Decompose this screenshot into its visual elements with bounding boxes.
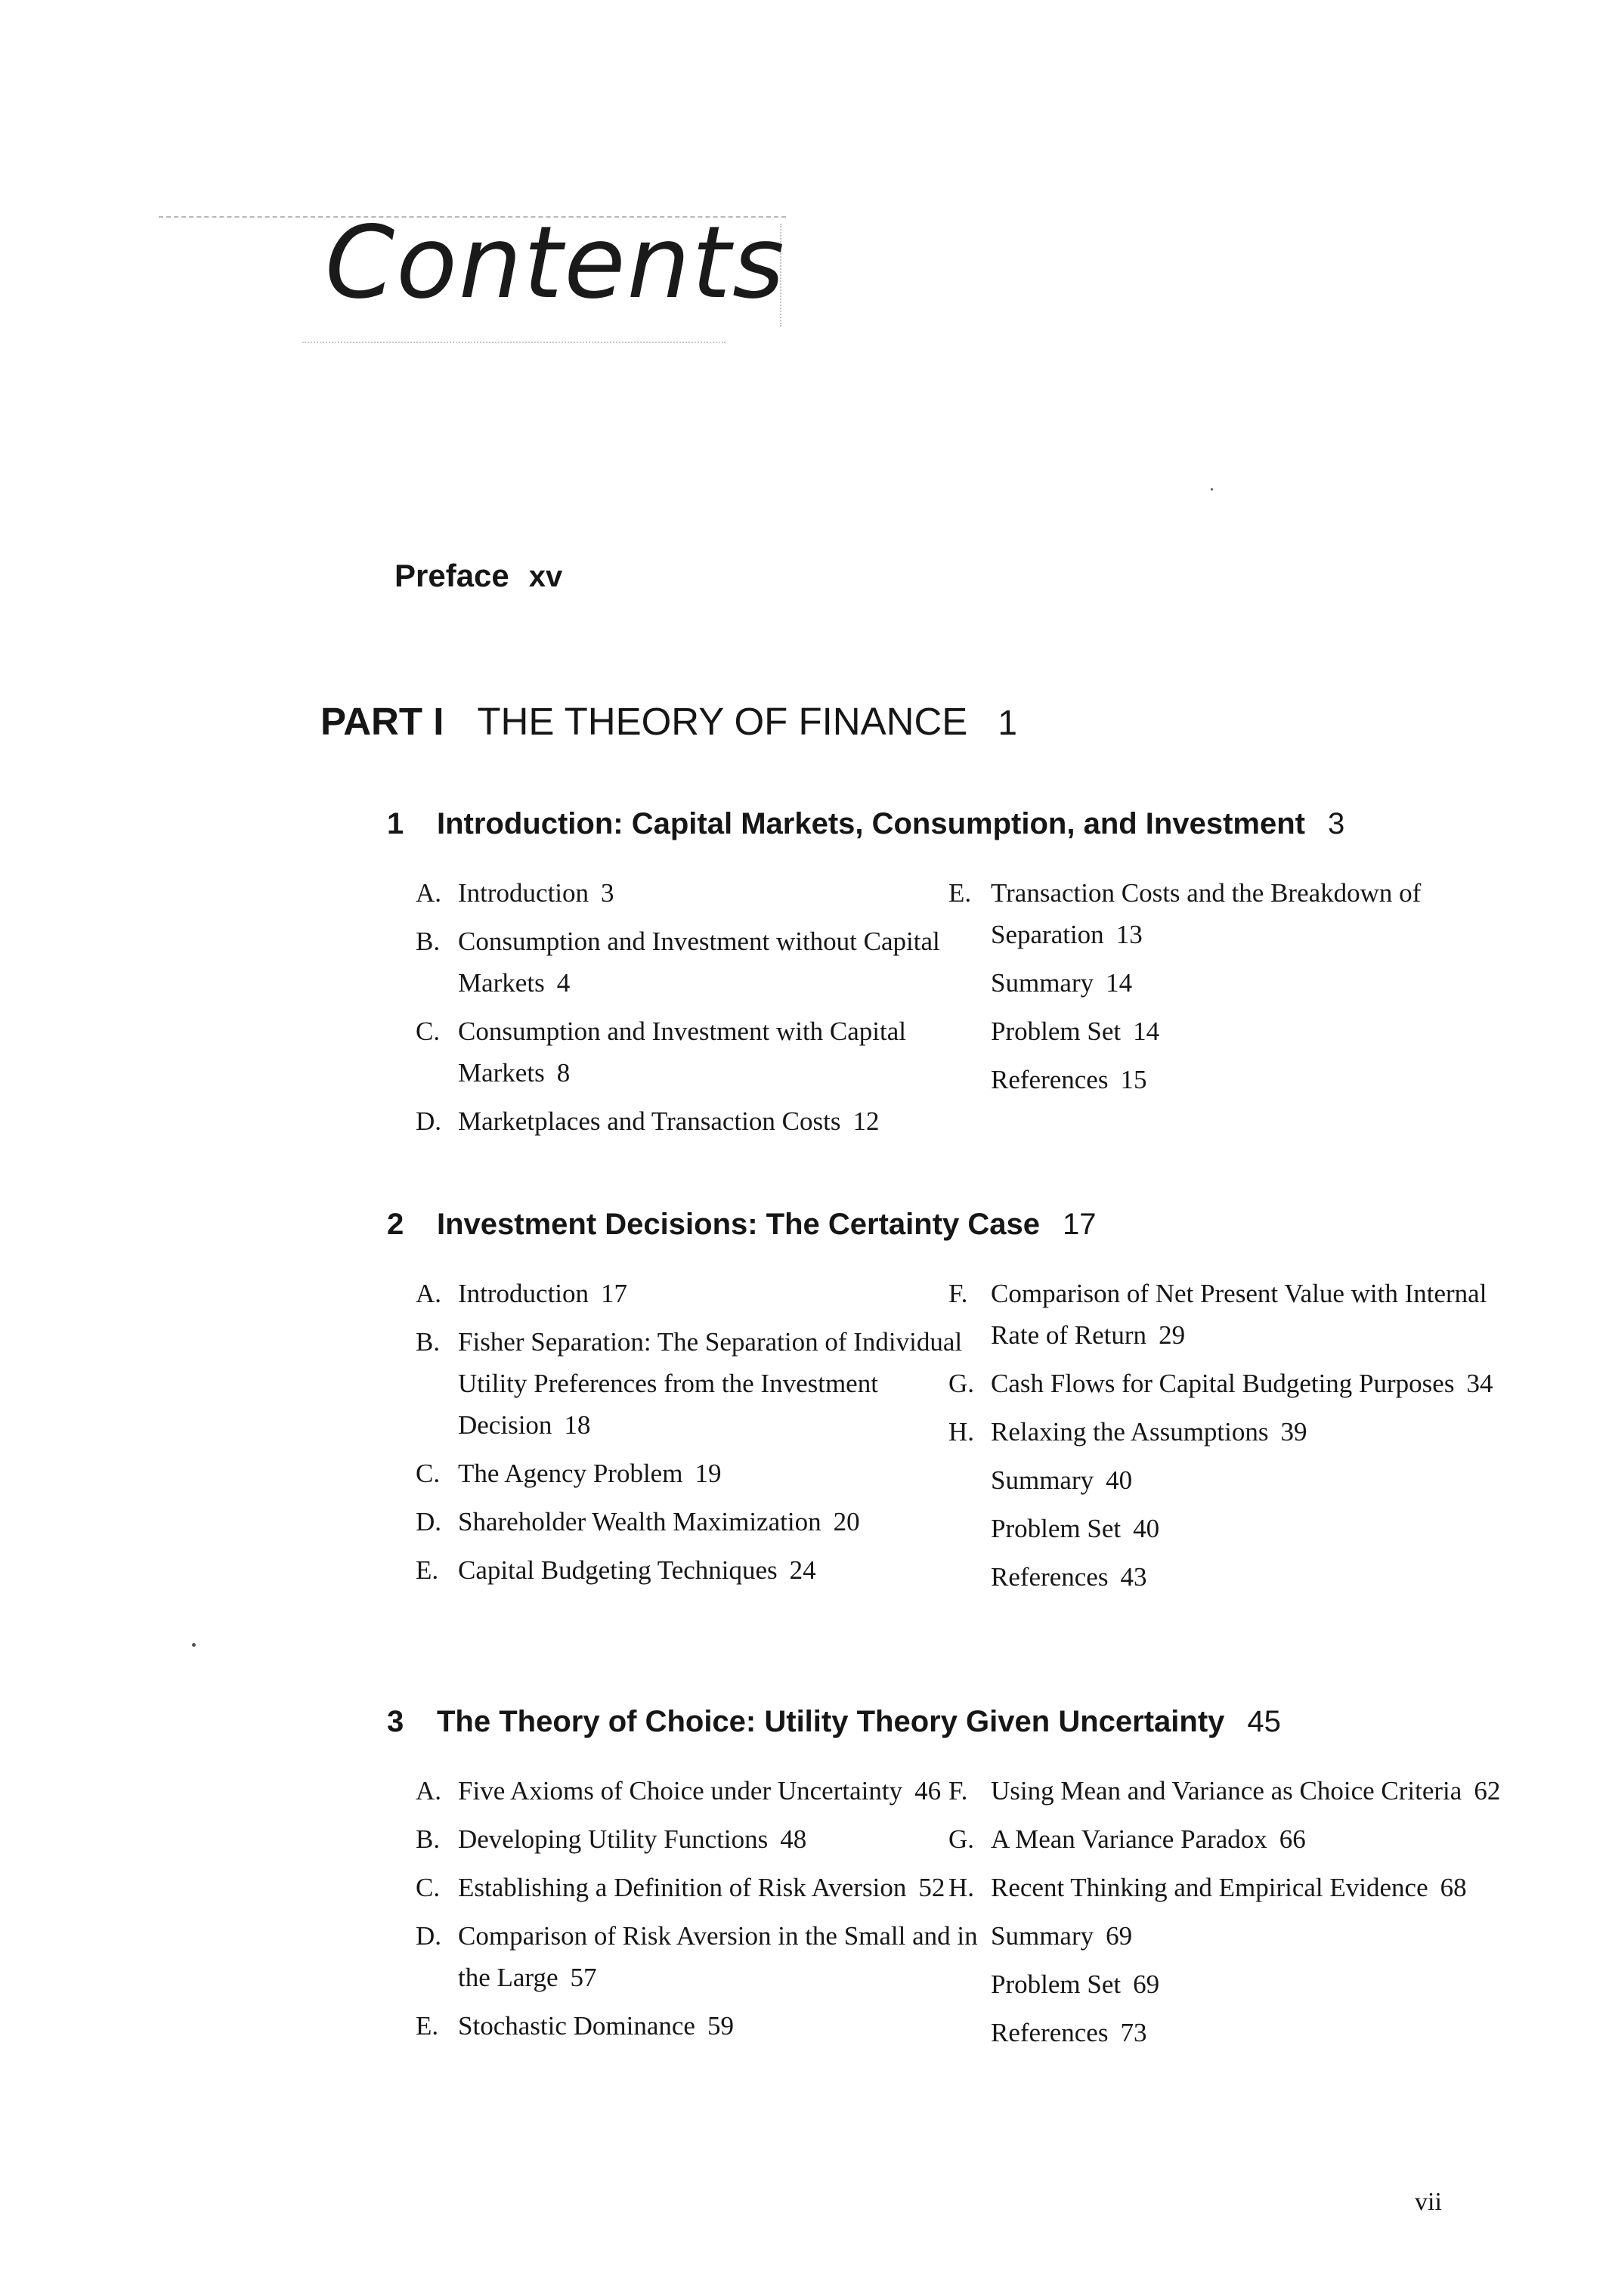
entry-text: Summary (991, 1465, 1094, 1495)
toc-entry[interactable] (416, 1273, 990, 1314)
part-number: PART I (320, 700, 444, 743)
chapter-page: 3 (1327, 807, 1345, 840)
entry-page: 24 (789, 1555, 816, 1585)
scan-speck (1211, 488, 1213, 490)
toc-entry[interactable] (948, 1010, 1523, 1052)
entry-page: 68 (1440, 1873, 1467, 1902)
entry-text: Developing Utility Functions (458, 1824, 769, 1854)
scan-speck (192, 1643, 196, 1647)
entry-letter: D. (416, 1106, 442, 1136)
part-title: THE THEORY OF FINANCE (477, 700, 968, 743)
entry-letter: E. (416, 1555, 439, 1585)
entry-page: 66 (1279, 1824, 1306, 1854)
toc-entry[interactable] (948, 962, 1523, 1004)
toc-entry[interactable] (948, 872, 1523, 955)
toc-entry[interactable] (948, 1363, 1523, 1404)
toc-entry[interactable] (948, 1867, 1523, 1908)
toc-entry[interactable] (948, 1508, 1523, 1549)
entry-letter: H. (948, 1873, 975, 1902)
preface-page: xv (528, 560, 563, 593)
entry-text: Consumption and Investment without Capital Markets (458, 927, 940, 998)
chapter-number: 2 (387, 1208, 404, 1241)
entry-page: 46 (914, 1776, 942, 1806)
toc-entry[interactable] (948, 1556, 1523, 1598)
entry-page: 29 (1159, 1320, 1186, 1350)
entry-letter: A. (416, 1279, 442, 1308)
chapter-number: 3 (387, 1705, 404, 1738)
entry-text: References (991, 2018, 1109, 2047)
entry-letter: D. (416, 1921, 442, 1951)
toc-entry[interactable] (948, 1770, 1523, 1812)
toc-entry[interactable] (416, 1100, 990, 1142)
chapter-page: 17 (1063, 1208, 1097, 1241)
entry-page: 57 (570, 1963, 597, 1992)
entry-page: 69 (1133, 1970, 1160, 1999)
entry-text: Capital Budgeting Techniques (458, 1555, 778, 1585)
entry-page: 59 (707, 2011, 734, 2041)
entry-text: Summary (991, 968, 1094, 998)
entry-text: Shareholder Wealth Maximization (458, 1507, 821, 1536)
section-column-left (416, 1273, 990, 1598)
entry-text: Relaxing the Assumptions (991, 1417, 1269, 1447)
entry-text: Stochastic Dominance (458, 2011, 695, 2041)
toc-entry[interactable] (948, 1411, 1523, 1453)
toc-entry[interactable] (948, 2012, 1523, 2053)
chapter-heading[interactable] (387, 803, 1344, 845)
toc-entry[interactable] (948, 1818, 1523, 1860)
entry-text: Transaction Costs and the Breakdown of Separation (991, 878, 1422, 949)
entry-letter: E. (948, 878, 972, 908)
entry-text: A Mean Variance Paradox (991, 1824, 1267, 1854)
entry-text: Problem Set (991, 1514, 1122, 1543)
entry-letter: H. (948, 1417, 975, 1447)
toc-entry[interactable] (416, 1770, 990, 1812)
entry-letter: E. (416, 2011, 439, 2041)
entry-text: Introduction (458, 1279, 589, 1308)
toc-entry[interactable] (416, 1321, 990, 1446)
toc-entry[interactable] (416, 1010, 990, 1094)
chapter-title: The Theory of Choice: Utility Theory Given Uncertainty (437, 1705, 1225, 1738)
entry-text: Fisher Separation: The Separation of Individual Utility Preferences from the Investment Decision (458, 1327, 963, 1440)
entry-page: 40 (1106, 1465, 1133, 1495)
entry-page: 73 (1120, 2018, 1147, 2047)
toc-entry[interactable] (416, 1549, 990, 1591)
toc-entry[interactable] (416, 1501, 990, 1543)
section-column-left (416, 1770, 990, 2053)
entry-page: 20 (833, 1507, 860, 1536)
entry-text: Consumption and Investment with Capital Markets (458, 1016, 907, 1088)
toc-entry[interactable] (416, 1915, 990, 1998)
entry-page: 34 (1466, 1369, 1493, 1398)
toc-entry[interactable] (948, 1273, 1523, 1356)
entry-page: 4 (556, 968, 571, 998)
entry-page: 14 (1133, 1016, 1160, 1046)
entry-page: 39 (1280, 1417, 1307, 1447)
section-column-right (948, 872, 1523, 1107)
entry-letter: C. (416, 1016, 441, 1046)
toc-entry[interactable] (948, 1459, 1523, 1501)
toc-entry[interactable] (948, 1963, 1523, 2005)
chapter-heading[interactable] (387, 1203, 1097, 1245)
entry-letter: B. (416, 1824, 441, 1854)
entry-text: Introduction (458, 878, 589, 908)
entry-page: 8 (556, 1058, 571, 1088)
page-number: vii (1415, 2188, 1442, 2216)
entry-letter: B. (416, 1327, 441, 1357)
entry-letter: A. (416, 1776, 442, 1806)
entry-text: Marketplaces and Transaction Costs (458, 1106, 841, 1136)
chapter-title: Investment Decisions: The Certainty Case (437, 1208, 1041, 1241)
section-column-right (948, 1273, 1523, 1604)
toc-entry[interactable] (948, 1059, 1523, 1100)
chapter-title: Introduction: Capital Markets, Consumption, and Investment (437, 807, 1305, 840)
entry-text: Problem Set (991, 1016, 1122, 1046)
entry-page: 40 (1133, 1514, 1160, 1543)
entry-text: References (991, 1562, 1109, 1592)
toc-entry[interactable] (416, 2005, 990, 2047)
preface-entry[interactable] (394, 555, 562, 598)
entry-text: Comparison of Risk Aversion in the Small and in the Large (458, 1921, 978, 1992)
entry-text: The Agency Problem (458, 1459, 683, 1488)
entry-letter: B. (416, 927, 441, 956)
entry-page: 62 (1474, 1776, 1501, 1806)
title-rule (302, 342, 726, 343)
entry-page: 12 (852, 1106, 880, 1136)
chapter-number: 1 (387, 807, 404, 840)
entry-page: 14 (1106, 968, 1133, 998)
toc-entry[interactable] (416, 1453, 990, 1494)
preface-label: Preface (394, 558, 509, 593)
entry-letter: G. (948, 1369, 975, 1398)
part-heading[interactable] (320, 695, 1017, 749)
entry-page: 3 (601, 878, 614, 908)
entry-page: 18 (564, 1410, 591, 1440)
toc-entry[interactable] (948, 1915, 1523, 1957)
entry-page: 17 (601, 1279, 628, 1308)
section-column-left (416, 872, 990, 1149)
entry-letter: D. (416, 1507, 442, 1536)
entry-text: Problem Set (991, 1970, 1122, 1999)
entry-page: 52 (918, 1873, 945, 1902)
entry-page: 48 (780, 1824, 807, 1854)
entry-text: Five Axioms of Choice under Uncertainty (458, 1776, 903, 1806)
entry-letter: G. (948, 1824, 975, 1854)
chapter-heading[interactable] (387, 1700, 1281, 1743)
chapter-page: 45 (1247, 1705, 1281, 1738)
entry-text: Summary (991, 1921, 1094, 1951)
toc-entry[interactable] (416, 1818, 990, 1860)
toc-entry[interactable] (416, 872, 990, 914)
entry-text: Recent Thinking and Empirical Evidence (991, 1873, 1428, 1902)
part-page: 1 (998, 703, 1017, 742)
entry-letter: C. (416, 1873, 441, 1902)
entry-page: 13 (1115, 920, 1143, 949)
entry-letter: C. (416, 1459, 441, 1488)
entry-text: Comparison of Net Present Value with Internal Rate of Return (991, 1279, 1487, 1350)
entry-text: Establishing a Definition of Risk Aversion (458, 1873, 907, 1902)
entry-text: References (991, 1065, 1109, 1094)
page-title: Contents (325, 205, 786, 321)
entry-letter: A. (416, 878, 442, 908)
entry-page: 19 (695, 1459, 722, 1488)
entry-page: 69 (1106, 1921, 1133, 1951)
section-column-right (948, 1770, 1523, 2060)
entry-text: Cash Flows for Capital Budgeting Purposes (991, 1369, 1455, 1398)
entry-letter: F. (948, 1279, 968, 1308)
toc-entry[interactable] (416, 1867, 990, 1908)
toc-entry[interactable] (416, 921, 990, 1004)
entry-page: 15 (1120, 1065, 1147, 1094)
entry-text: Using Mean and Variance as Choice Criteria (991, 1776, 1462, 1806)
entry-page: 43 (1120, 1562, 1147, 1592)
entry-letter: F. (948, 1776, 968, 1806)
